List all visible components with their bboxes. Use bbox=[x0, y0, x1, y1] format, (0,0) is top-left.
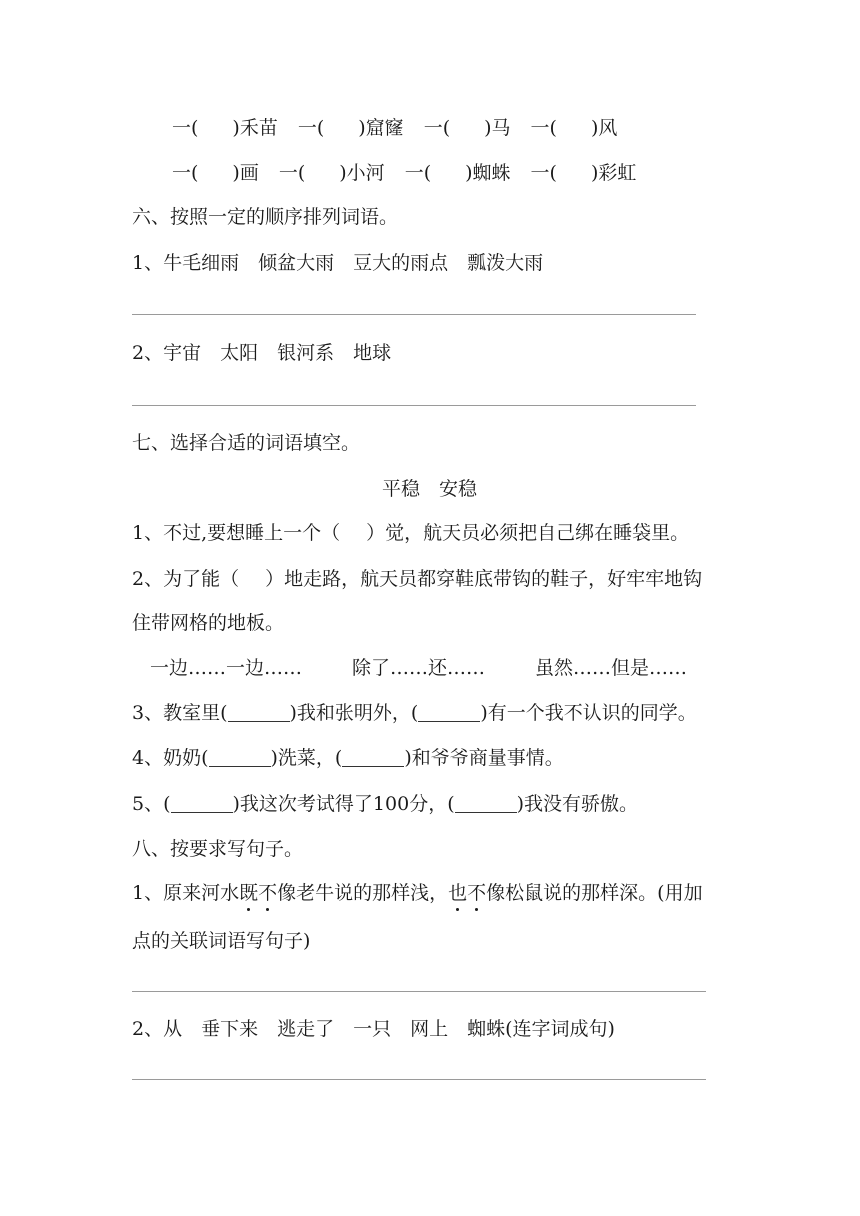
answer-line[interactable] bbox=[132, 991, 706, 992]
word-options-2 bbox=[150, 655, 687, 681]
emphasis-dot-char: 不 bbox=[467, 882, 487, 904]
measure-word-row-2: 一( )画 一( )小河 一( )蜘蛛 一( )彩虹 bbox=[172, 162, 637, 184]
fill-blank[interactable] bbox=[418, 703, 480, 722]
fill-blank[interactable] bbox=[455, 794, 517, 813]
emphasis-dot-char: 不 bbox=[258, 882, 278, 904]
option-item: 虽然……但是…… bbox=[535, 657, 688, 679]
s7-question-1: 1、不过,要想睡上一个（ ）觉，航天员必须把自己绑在睡袋里。 bbox=[132, 522, 690, 544]
s6-question-1: 1、牛毛细雨 倾盆大雨 豆大的雨点 瓢泼大雨 bbox=[132, 252, 544, 274]
answer-line[interactable] bbox=[132, 1079, 706, 1080]
emphasis-dot-char: 也 bbox=[448, 882, 468, 904]
section-6-heading: 六、按照一定的顺序排列词语。 bbox=[132, 206, 399, 228]
s7-question-3: 3、教室里( )我和张明外，( )有一个我不认识的同学。 bbox=[132, 702, 697, 724]
word-options-1: 平稳 安稳 bbox=[382, 478, 478, 500]
s8-question-1-cont: 点的关联词语写句子) bbox=[132, 930, 311, 952]
section-7-heading: 七、选择合适的词语填空。 bbox=[132, 432, 361, 454]
fill-blank[interactable] bbox=[209, 748, 271, 767]
option-item: 一边……一边…… bbox=[150, 657, 303, 679]
s7-question-2: 2、为了能（ ）地走路，航天员都穿鞋底带钩的鞋子，好牢牢地钩 bbox=[132, 568, 703, 590]
answer-line[interactable] bbox=[132, 314, 696, 315]
emphasis-dot-char: 既 bbox=[239, 882, 259, 904]
s7-question-2-cont: 住带网格的地板。 bbox=[132, 612, 285, 634]
section-8-heading: 八、按要求写句子。 bbox=[132, 838, 304, 860]
s8-question-1: 1、原来河水既不像老牛说的那样浅，也不像松鼠说的那样深。(用加 bbox=[132, 882, 703, 904]
option-item: 除了……还…… bbox=[352, 657, 486, 679]
s6-question-2: 2、宇宙 太阳 银河系 地球 bbox=[132, 342, 392, 364]
measure-word-row-1: 一( )禾苗 一( )窟窿 一( )马 一( )风 bbox=[172, 117, 618, 139]
fill-blank[interactable] bbox=[228, 703, 290, 722]
fill-blank[interactable] bbox=[171, 794, 233, 813]
s8-question-2: 2、从 垂下来 逃走了 一只 网上 蜘蛛(连字词成句) bbox=[132, 1018, 615, 1040]
s7-question-5: 5、( )我这次考试得了100分，( )我没有骄傲。 bbox=[132, 793, 639, 815]
s7-question-4: 4、奶奶( )洗菜，( )和爷爷商量事情。 bbox=[132, 747, 564, 769]
answer-line[interactable] bbox=[132, 405, 696, 406]
fill-blank[interactable] bbox=[342, 748, 404, 767]
